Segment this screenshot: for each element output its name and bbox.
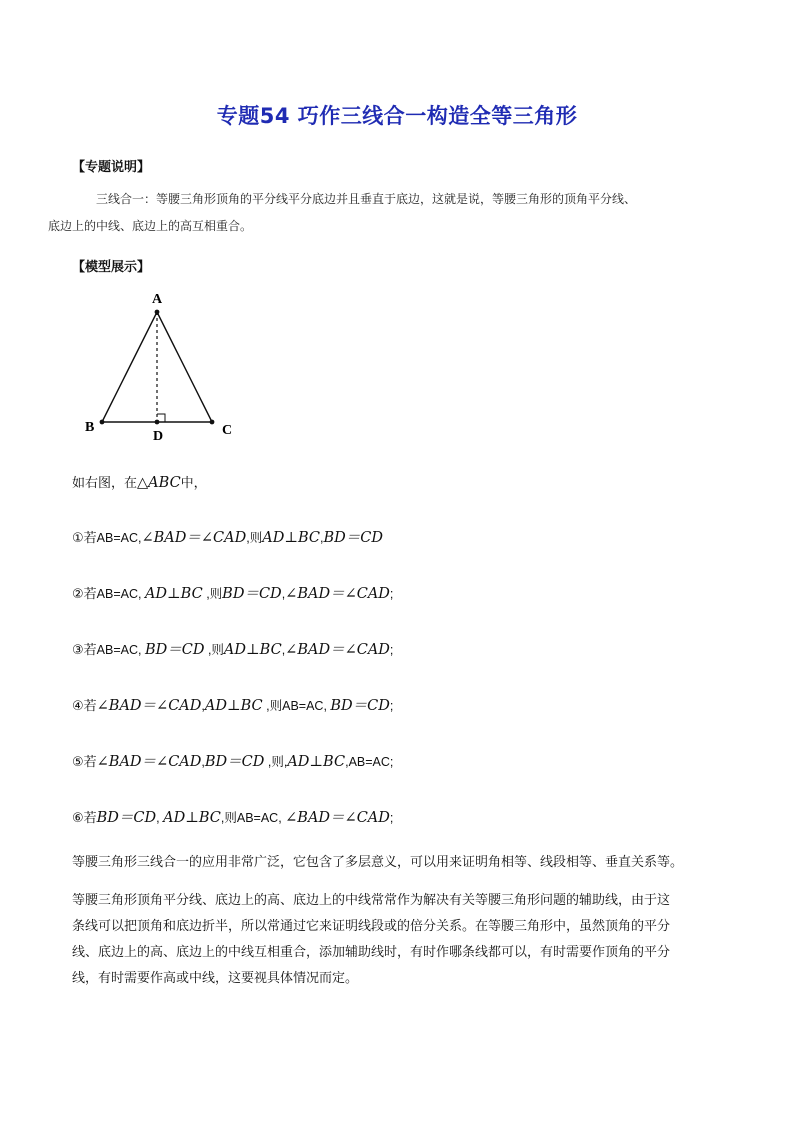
paragraph-2-line: 等腰三角形顶角平分线、底边上的高、底边上的中线常常作为解决有关等腰三角形问题的辅助线，由于这 bbox=[72, 893, 671, 908]
intro-prefix: 如右图，在 bbox=[72, 476, 138, 491]
case-p1: AB=AC bbox=[96, 587, 138, 601]
case-m2: BD＝CD bbox=[204, 754, 265, 770]
point-a bbox=[155, 310, 160, 315]
case-s4: ; bbox=[389, 699, 394, 713]
case-marker: ⑤若 bbox=[72, 755, 97, 770]
label-d: D bbox=[153, 429, 164, 444]
paragraph-2 bbox=[72, 888, 732, 992]
case-marker: ⑥若 bbox=[72, 811, 97, 826]
case-marker: ②若 bbox=[72, 587, 97, 602]
label-b: B bbox=[85, 420, 95, 435]
label-c: C bbox=[222, 423, 233, 438]
case-m2: AD⊥BC bbox=[262, 530, 320, 546]
label-a: A bbox=[152, 292, 163, 307]
case-s3: , bbox=[281, 643, 286, 657]
case-s4: ,AB=AC; bbox=[345, 755, 394, 769]
case-line bbox=[72, 750, 393, 771]
case-m2: AD⊥BC bbox=[163, 810, 221, 826]
case-line bbox=[72, 638, 393, 659]
paragraph-2-line: 线，有时需要作高或中线，这要视具体情况而定。 bbox=[72, 971, 359, 986]
case-m1: BD＝CD bbox=[144, 642, 205, 658]
intro-suffix: 中， bbox=[180, 476, 207, 491]
case-s2: , bbox=[156, 811, 164, 825]
case-s4: ; bbox=[389, 643, 394, 657]
intro-line bbox=[72, 472, 207, 491]
point-c bbox=[210, 420, 215, 425]
case-m3: BD＝CD bbox=[330, 698, 390, 714]
case-m2: AD⊥BC bbox=[204, 698, 263, 714]
case-s3: ,则AB=AC, bbox=[220, 811, 286, 825]
description-line-2: 底边上的中线、底边上的高互相重合。 bbox=[48, 219, 253, 233]
case-s3: ,则AB=AC, bbox=[262, 699, 331, 713]
side-ab bbox=[102, 312, 157, 422]
case-s3: , bbox=[281, 587, 286, 601]
case-s2: ,则 bbox=[204, 643, 224, 657]
paragraph-2-line: 条线可以把顶角和底边折半，所以常通过它来证明线段或的倍分关系。在等腰三角形中，虽然顶角的平分 bbox=[72, 919, 671, 934]
case-s4: ; bbox=[389, 587, 394, 601]
case-s4: ; bbox=[389, 811, 394, 825]
case-p1: AB=AC bbox=[96, 531, 138, 545]
case-s2: ,则 bbox=[202, 587, 223, 601]
case-m1: ∠BAD＝∠CAD bbox=[96, 698, 202, 714]
side-ac bbox=[157, 312, 212, 422]
case-line bbox=[72, 526, 383, 547]
case-m1: AD⊥BC bbox=[144, 586, 203, 602]
description-text bbox=[48, 186, 732, 240]
case-s1: , bbox=[138, 587, 145, 601]
case-line bbox=[72, 806, 393, 827]
section-heading-model: 【模型展示】 bbox=[72, 260, 151, 275]
intro-triangle: △ABC bbox=[137, 475, 181, 491]
case-m1: BD＝CD bbox=[96, 810, 157, 826]
page-title: 专题54 巧作三线合一构造全等三角形 bbox=[216, 104, 578, 128]
case-m3: ∠BAD＝∠CAD bbox=[285, 810, 390, 826]
case-p1: AB=AC bbox=[96, 643, 138, 657]
case-m3: AD⊥BC bbox=[287, 754, 346, 770]
case-s1: , bbox=[138, 531, 142, 545]
case-m2: BD＝CD bbox=[222, 586, 282, 602]
case-m3: ∠BAD＝∠CAD bbox=[285, 586, 390, 602]
case-m1: ∠BAD＝∠CAD bbox=[96, 754, 202, 770]
triangle-figure bbox=[80, 288, 240, 448]
case-s3: , bbox=[319, 531, 324, 545]
point-d bbox=[155, 420, 160, 425]
case-m1: ∠BAD＝∠CAD bbox=[141, 530, 247, 546]
paragraph-1: 等腰三角形三线合一的应用非常广泛，它包含了多层意义，可以用来证明角相等、线段相等、垂直关系等。 bbox=[72, 855, 684, 870]
case-marker: ③若 bbox=[72, 643, 97, 658]
section-heading-description: 【专题说明】 bbox=[72, 160, 151, 175]
case-s3: ,则, bbox=[264, 755, 288, 769]
case-s2: , bbox=[201, 699, 205, 713]
paragraph-2-line: 线、底边上的高、底边上的中线互相重合，添加辅助线时，有时作哪条线都可以，有时需要作顶角的平分 bbox=[72, 945, 671, 960]
case-s1: , bbox=[138, 643, 145, 657]
case-line bbox=[72, 694, 393, 715]
case-m3: ∠BAD＝∠CAD bbox=[285, 642, 390, 658]
description-line-1: 三线合一：等腰三角形顶角的平分线平分底边并且垂直于底边，这就是说，等腰三角形的顶角平分线、 bbox=[96, 192, 637, 206]
point-b bbox=[100, 420, 105, 425]
case-marker: ④若 bbox=[72, 699, 97, 714]
case-m2: AD⊥BC bbox=[223, 642, 282, 658]
case-line bbox=[72, 582, 393, 603]
case-s2: ,则 bbox=[246, 531, 263, 545]
case-m3: BD＝CD bbox=[323, 530, 383, 546]
case-s2: , bbox=[201, 755, 205, 769]
case-marker: ①若 bbox=[72, 531, 97, 546]
